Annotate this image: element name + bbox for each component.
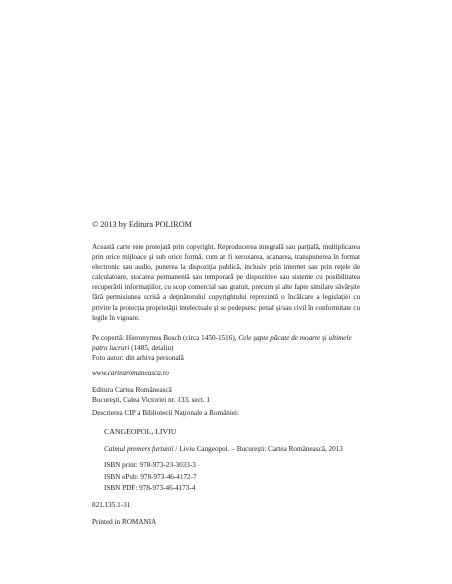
publisher-address: Bucureşti, Calea Victoriei nr. 133, sect. 1 — [92, 396, 210, 405]
legal-notice: Această carte este protejată prin copyright. Reproducerea integrală sau parţială, multiplicarea prin orice mijloace şi sub orice formă, cum ar fi xeroxarea, scanarea, transpunerea în format electronic sau audio, punerea la dispoziţia publică, inclusiv prin internet sau prin reţele de calculatoare, stocarea permanentă sau temporară pe dispozitive sau sisteme cu posibilitatea recuperării informaţiilor, cu scop comercial sau gratuit, precum şi alte fapte similare săvârşite fără permisiunea scrisă a deţinătorului copyrightului reprezintă o încălcare a legislaţiei cu privire la protecţia proprietăţii intelectuale şi se pedepsesc penal şi/sau civil în conformitate cu legile în vigoare. — [92, 243, 360, 322]
cover-credit-prefix: Pe copertă: Hieronymus Bosch (circa 1450-1516), — [92, 334, 239, 342]
cip-book-title: Calmul premers furtunii — [104, 445, 174, 453]
photo-credit: Foto autor: din arhiva personală — [92, 354, 184, 363]
cover-credit — [92, 333, 360, 363]
cover-credit-suffix: (1485, detaliu) — [129, 344, 174, 353]
cip-title: Descrierea CIP a Bibliotecii Naţionale a României: — [92, 409, 240, 417]
cdu-code: 821.135.1-31 — [92, 501, 131, 509]
printed-in: Printed in ROMANIA — [92, 518, 157, 526]
isbn-pdf: ISBN PDF: 978-973-46-4173-4 — [104, 484, 196, 493]
publisher-website-link[interactable]: www.cartearomaneasca.ro — [92, 369, 169, 377]
cip-book-details: / Liviu Cangeopol. – Bucureşti: Cartea Românească, 2013 — [173, 445, 343, 453]
isbn-list — [104, 460, 372, 495]
cover-artwork-title: Cele şapte păcate de moarte şi ultimele patru lucruri — [92, 334, 352, 353]
isbn-print: ISBN print: 978-973-23-3033-3 — [104, 461, 196, 469]
cip-book-line — [104, 444, 372, 454]
publisher-info — [92, 385, 360, 405]
isbn-epub: ISBN ePub: 978-973-46-4172-7 — [104, 472, 197, 481]
cip-author: CANGEOPOL, LIVIU — [104, 427, 177, 436]
copyright-line: © 2013 by Editura POLIROM — [92, 220, 192, 229]
publisher-name: Editura Cartea Românească — [92, 386, 172, 394]
